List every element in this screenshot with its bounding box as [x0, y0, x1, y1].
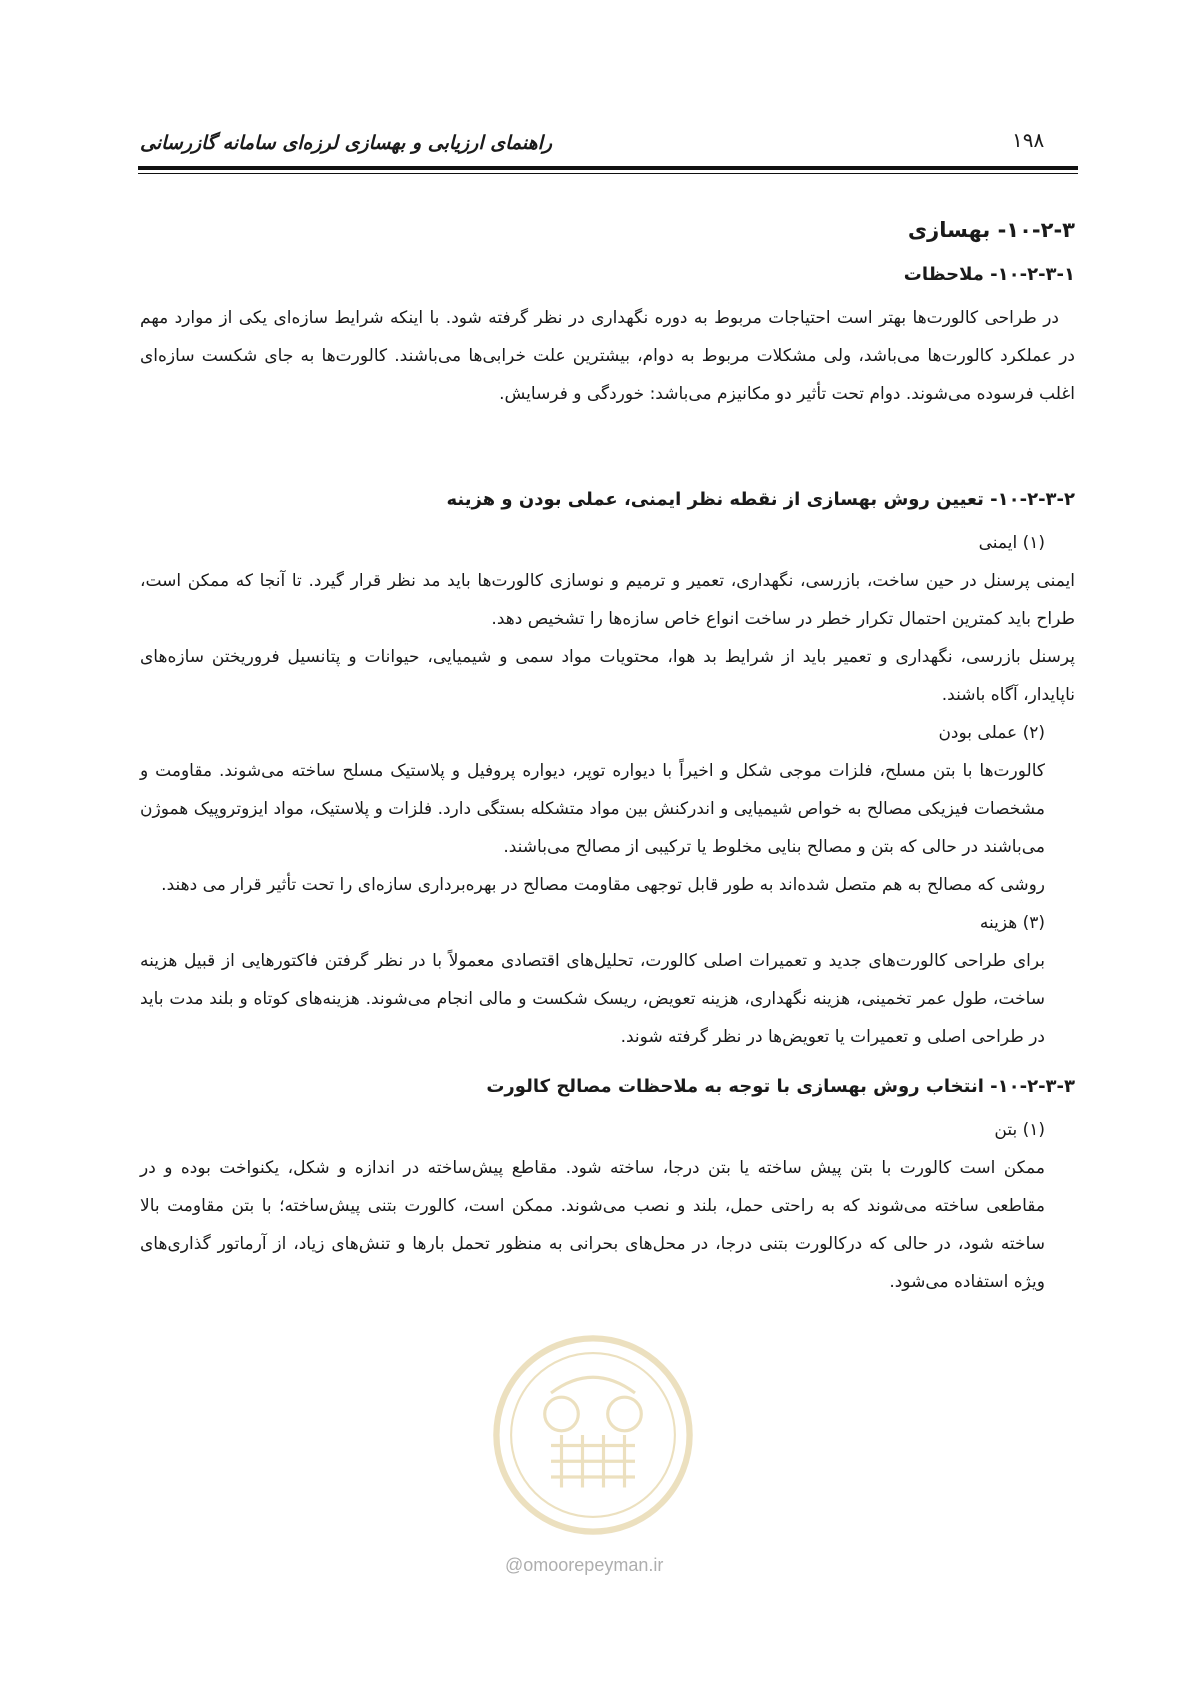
- concrete-paragraph: ممکن است کالورت با بتن پیش ساخته یا بتن درجا، ساخته شود. مقاطع پیش‌ساخته در اندازه و شکل، یکنواخت بوده و در مقاطعی ساخته می‌شوند که به راحتی حمل، بلند و نصب می‌شوند. ممکن است، کالورت بتنی پیش‌ساخته؛ با بتن مقاومت بالا ساخته شود، در حالی که درکالورت بتنی درجا، در محل‌های بحرانی به منظور تحمل بارها و تنش‌های زیاد، از آرماتور گذاری‌های ویژه استفاده می‌شود.: [140, 1158, 1045, 1292]
- header-rule-thin: [138, 173, 1078, 174]
- subsection-heading-considerations: ۱۰-۲-۳-۱- ملاحظات: [903, 264, 1075, 285]
- item-label-practicality: (۲) عملی بودن: [938, 723, 1045, 743]
- item-label-concrete: (۱) بتن: [994, 1120, 1045, 1140]
- practicality-paragraph-2: روشی که مصالح به هم متصل شده‌اند به طور قابل توجهی مقاومت مصالح در بهره‌برداری سازه‌ای را تحت تأثیر قرار می دهند.: [161, 875, 1045, 895]
- page-number: ۱۹۸: [1012, 128, 1045, 152]
- header-rule-thick: [138, 166, 1078, 170]
- considerations-paragraph: در طراحی کالورت‌ها بهتر است احتیاجات مربوط به دوره نگهداری در نظر گرفته شود. با اینکه شرایط سازه‌ای یکی از موارد مهم در عملکرد کالورت‌ها می‌باشد، ولی مشکلات مربوط به دوام، بیشترین علت خرابی‌ها می‌باشند. کالورت‌ها به جای شکست سازه‌ای اغلب فرسوده می‌شوند. دوام تحت تأثیر دو مکانیزم می‌باشد: خوردگی و فرسایش.: [140, 308, 1075, 404]
- document-body: [140, 200, 1075, 1301]
- cost-paragraph: برای طراحی کالورت‌های جدید و تعمیرات اصلی کالورت، تحلیل‌های اقتصادی معمولاً با در نظر گرفتن فاکتورهایی از قبیل هزینه ساخت، طول عمر تخمینی، هزینه نگهداری، هزینه تعویض، ریسک شکست و مالی انجام می‌شوند. هزینه‌های کوتاه و بلند مدت باید در طراحی اصلی و تعمیرات یا تعویض‌ها در نظر گرفته شوند.: [140, 951, 1045, 1047]
- watermark-url: @omoorepeyman.ir: [505, 1555, 664, 1575]
- item-label-safety: (۱) ایمنی: [978, 533, 1045, 553]
- safety-paragraph-2: پرسنل بازرسی، نگهداری و تعمیر باید از شرایط بد هوا، محتویات مواد سمی و شیمیایی، حیوانات و پتانسیل فروریختن سازه‌های ناپایدار، آگاه باشند.: [140, 647, 1075, 705]
- subsection-heading-method-selection: ۱۰-۲-۳-۲- تعیین روش بهسازی از نقطه نظر ایمنی، عملی بودن و هزینه: [446, 489, 1075, 510]
- subsection-heading-material-considerations: ۱۰-۲-۳-۳- انتخاب روش بهسازی با توجه به ملاحظات مصالح کالورت: [486, 1076, 1075, 1097]
- section-heading-rehabilitation: ۱۰-۲-۳- بهسازی: [907, 218, 1075, 242]
- running-header-title: راهنمای ارزیابی و بهسازی لرزه‌ای سامانه گازرسانی: [140, 132, 553, 154]
- safety-paragraph-1: ایمنی پرسنل در حین ساخت، بازرسی، نگهداری، تعمیر و ترمیم و نوسازی کالورت‌ها باید مد نظر قرار گیرد. تا آنجا که ممکن است، طراح باید کمترین احتمال تکرار خطر در ساخت انواع خاص سازه‌ها را تشخیص دهد.: [140, 571, 1075, 629]
- item-label-cost: (۳) هزینه: [979, 913, 1045, 933]
- practicality-paragraph-1: کالورت‌ها با بتن مسلح، فلزات موجی شکل و اخیراً با دیواره توپر، دیواره پروفیل و پلاستیک مسلح ساخته می‌شوند. مقاومت و مشخصات فیزیکی مصالح به خواص شیمیایی و اندرکنش بین مواد متشکله بستگی دارد. فلزات و پلاستیک، مواد ایزوتروپیک هموژن می‌باشند در حالی که بتن و مصالح بنایی مخلوط یا ترکیبی از مصالح می‌باشند.: [140, 761, 1045, 857]
- spacer: [140, 413, 1075, 475]
- watermark-seal-icon: [488, 1330, 698, 1540]
